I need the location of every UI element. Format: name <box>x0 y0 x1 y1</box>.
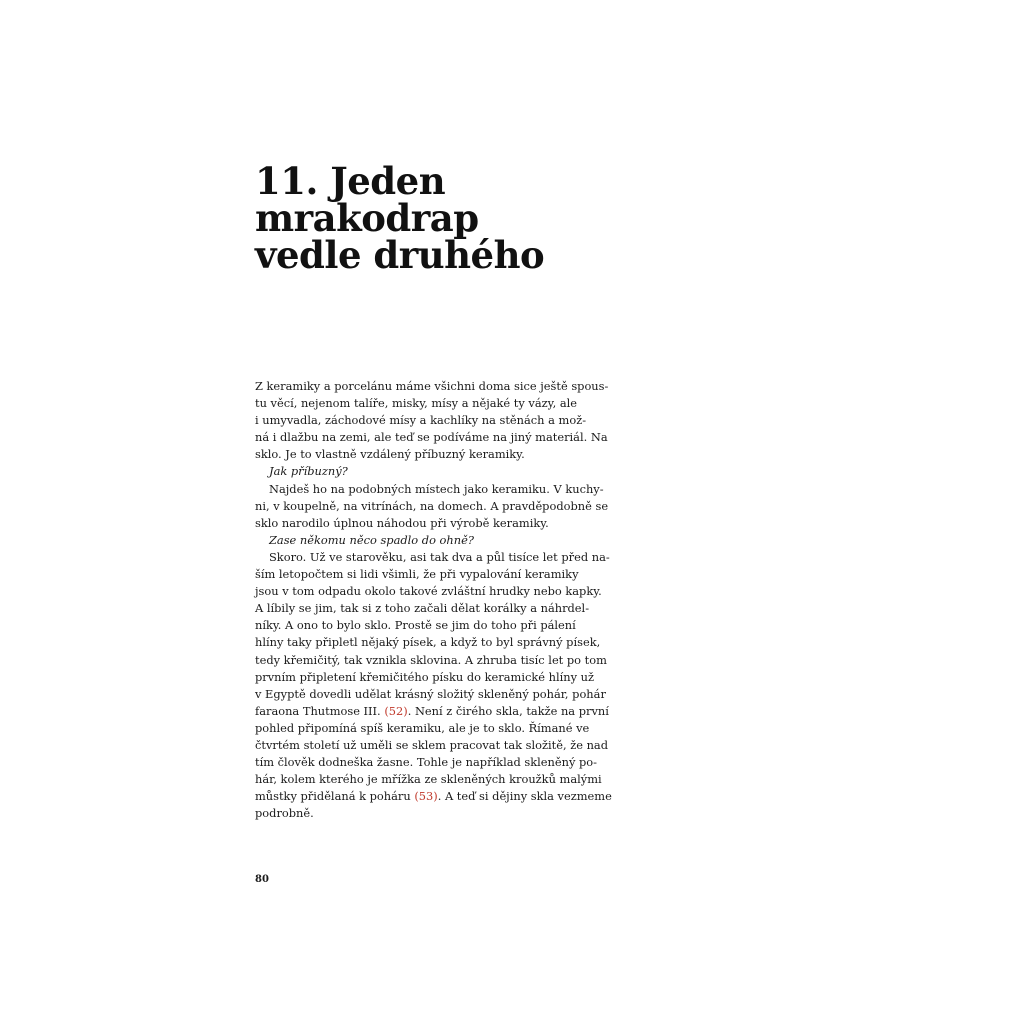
question-line: Jak příbuzný? <box>269 464 348 479</box>
text-line: Skoro. Už ve starověku, asi tak dva a půl tisíce let před na- <box>269 549 610 564</box>
text-line: jsou v tom odpadu okolo takové zvláštní hrudky nebo kapky. <box>255 584 602 599</box>
body-text <box>255 378 612 822</box>
figure-reference-53[interactable]: (53) <box>414 789 438 804</box>
text-segment: . A teď si dějiny skla vezmeme <box>437 789 612 804</box>
question-line: Zase někomu něco spadlo do ohně? <box>269 532 474 547</box>
text-segment: můstky přidělaná k poháru <box>255 789 411 804</box>
text-segment: . Není z čirého skla, takže na první <box>407 703 609 718</box>
text-line: podrobně. <box>255 806 314 821</box>
text-line: pohled připomíná spíš keramiku, ale je to sklo. Římané ve <box>255 720 590 735</box>
text-line: Najdeš ho na podobných místech jako keramiku. V kuchy- <box>269 481 604 496</box>
text-line: hlíny taky připletl nějaký písek, a když to byl správný písek, <box>255 635 601 650</box>
text-line: sklo narodilo úplnou náhodou při výrobě keramiky. <box>255 515 549 530</box>
chapter-title-line: 11. Jeden <box>255 159 446 203</box>
text-line: ším letopočtem si lidi všimli, že při vypalování keramiky <box>255 567 579 582</box>
text-line: prvním připletení křemičitého písku do keramické hlíny už <box>255 669 594 684</box>
text-line: čtvrtém století už uměli se sklem pracovat tak složitě, že nad <box>255 737 608 752</box>
chapter-title-line: vedle druhého <box>255 233 545 277</box>
text-line: hár, kolem kterého je mřížka ze skleněných kroužků malými <box>255 772 602 787</box>
text-line <box>255 788 612 805</box>
text-line: tedy křemičitý, tak vznikla sklovina. A zhruba tisíc let po tom <box>255 652 607 667</box>
figure-reference-52[interactable]: (52) <box>384 703 408 718</box>
text-line: tím člověk dodneška žasne. Tohle je například skleněný po- <box>255 755 598 770</box>
text-line: i umyvadla, záchodové mísy a kachlíky na stěnách a mož- <box>255 413 587 428</box>
text-line: A líbily se jim, tak si z toho začali dělat korálky a náhrdel- <box>255 601 590 616</box>
text-line <box>255 703 609 720</box>
chapter-title-line: mrakodrap <box>255 196 479 240</box>
page-number: 80 <box>255 874 269 885</box>
text-segment: faraona Thutmose III. <box>255 703 381 718</box>
text-line: ná i dlažbu na zemi, ale teď se podíváme na jiný materiál. Na <box>255 430 608 445</box>
text-line: ni, v koupelně, na vitrínách, na domech. A pravděpodobně se <box>255 498 609 513</box>
text-line: tu věcí, nejenom talíře, misky, mísy a nějaké ty vázy, ale <box>255 396 577 411</box>
text-line: níky. A ono to bylo sklo. Prostě se jim do toho při pálení <box>255 618 576 633</box>
text-line: Z keramiky a porcelánu máme všichni doma sice ještě spous- <box>255 379 609 393</box>
text-line: v Egyptě dovedli udělat krásný složitý skleněný pohár, pohár <box>255 686 606 701</box>
text-line: sklo. Je to vlastně vzdálený příbuzný keramiky. <box>255 447 525 462</box>
chapter-title <box>255 159 545 277</box>
